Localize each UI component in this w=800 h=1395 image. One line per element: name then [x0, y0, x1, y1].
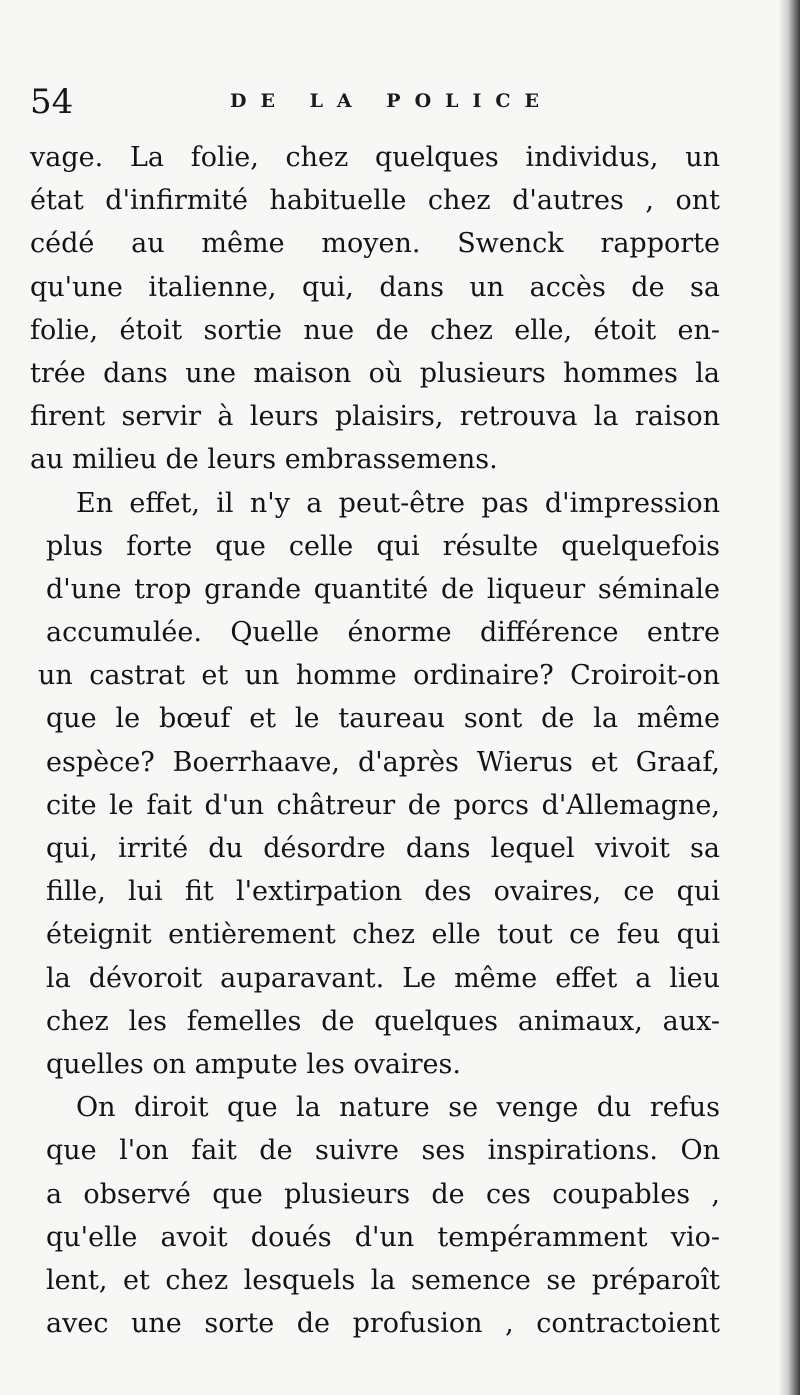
- text-line: état d'infirmité habituelle chez d'autres , ont: [30, 185, 720, 217]
- text-line: au milieu de leurs embrassemens.: [30, 444, 498, 476]
- book-spine-shadow: [778, 0, 800, 1395]
- text-line: plus forte que celle qui résulte quelquefois: [46, 530, 720, 562]
- text-line: qu'elle avoit doués d'un tempéramment vio-: [46, 1221, 720, 1253]
- text-line: accumulée. Quelle énorme différence entre: [46, 617, 720, 649]
- text-line: folie, étoit sortie nue de chez elle, étoit en-: [30, 314, 720, 346]
- text-line: que le bœuf et le taureau sont de la même: [46, 703, 720, 735]
- text-line: On diroit que la nature se venge du refus: [76, 1092, 720, 1124]
- text-line: d'une trop grande quantité de liqueur séminale: [46, 573, 720, 605]
- running-head: DE LA POLICE: [230, 90, 553, 112]
- text-line: quelles on ampute les ovaires.: [46, 1048, 461, 1080]
- text-line: chez les femelles de quelques animaux, aux-: [46, 1005, 720, 1037]
- text-line: En effet, il n'y a peut-être pas d'impression: [76, 487, 720, 519]
- text-line: avec une sorte de profusion , contractoient: [46, 1308, 720, 1340]
- text-line: qui, irrité du désordre dans lequel vivoit sa: [46, 833, 720, 864]
- text-line: un castrat et un homme ordinaire? Croiroit-on: [38, 660, 720, 692]
- text-line: la dévoroit auparavant. Le même effet a lieu: [46, 962, 720, 994]
- text-line: vage. La folie, chez quelques individus, un: [30, 142, 720, 173]
- body-text: [30, 136, 720, 1345]
- text-line: trée dans une maison où plusieurs hommes la: [30, 357, 720, 389]
- text-line: fille, lui fit l'extirpation des ovaires, ce qui: [46, 876, 720, 908]
- text-line: cédé au même moyen. Swenck rapporte: [30, 228, 720, 260]
- page-header: [30, 82, 750, 122]
- text-line: qu'une italienne, qui, dans un accès de sa: [30, 271, 720, 303]
- text-line: que l'on fait de suivre ses inspirations. On: [46, 1135, 720, 1167]
- text-line: éteignit entièrement chez elle tout ce feu qui: [46, 919, 720, 951]
- text-line: a observé que plusieurs de ces coupables ,: [46, 1178, 720, 1210]
- text-line: lent, et chez lesquels la semence se préparoît: [46, 1264, 720, 1296]
- text-line: espèce? Boerrhaave, d'après Wierus et Graaf,: [46, 746, 720, 778]
- page-number: 54: [30, 82, 74, 122]
- text-line: firent servir à leurs plaisirs, retrouva la raison: [30, 401, 720, 433]
- text-line: cite le fait d'un châtreur de porcs d'Allemagne,: [46, 789, 720, 821]
